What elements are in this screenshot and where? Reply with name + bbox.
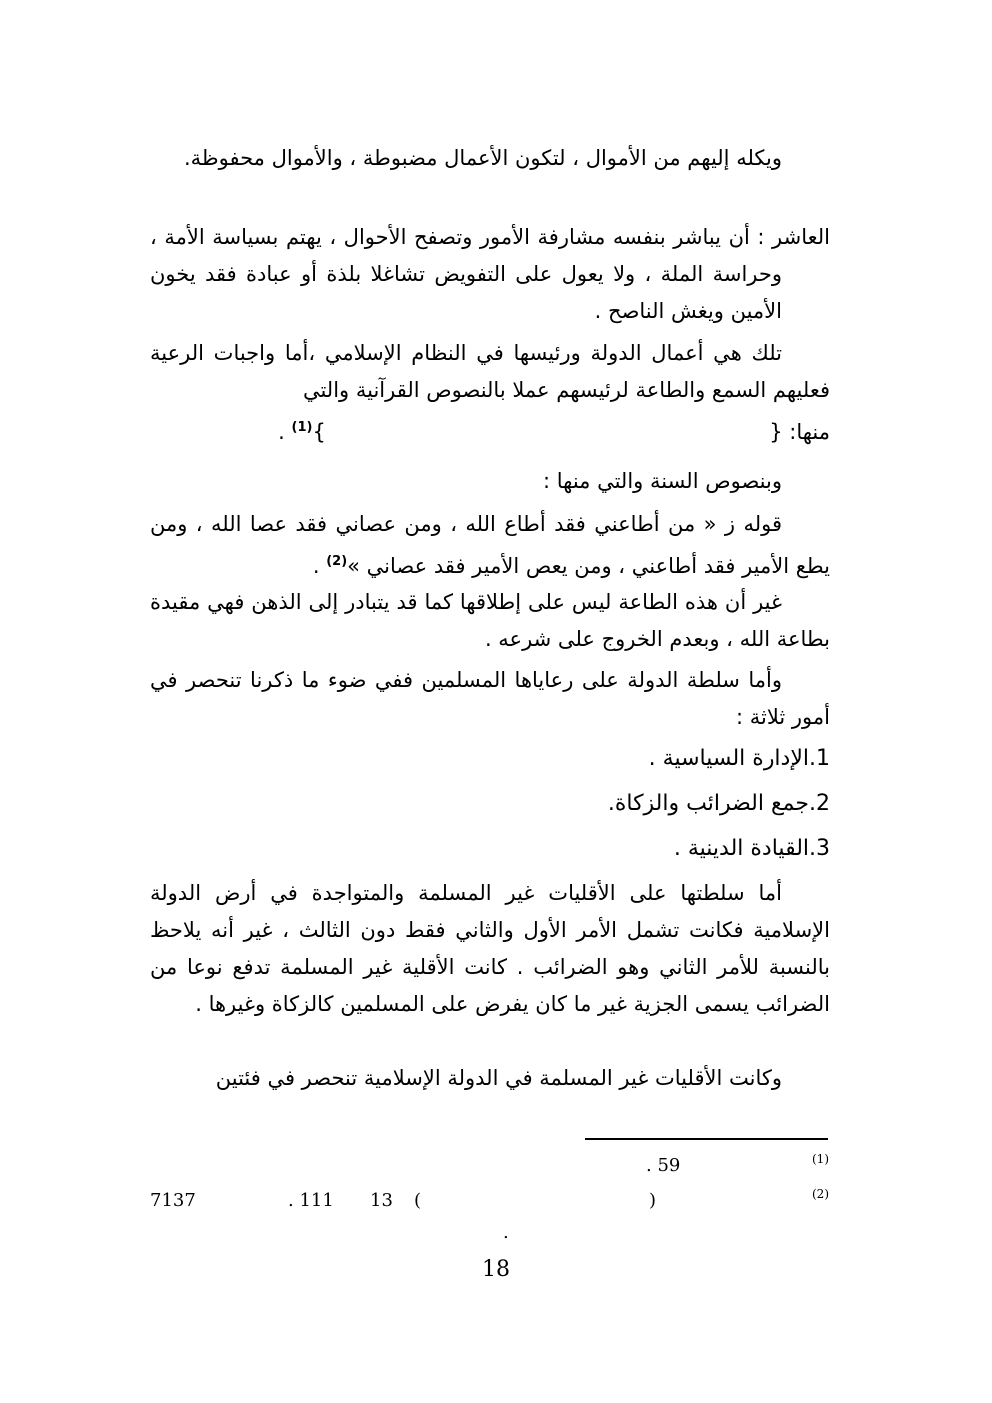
footnote-ref-1: (1) [291,420,313,435]
footnote-2-number-a: 13 [370,1190,393,1211]
footnote-2-marker: (2) [812,1187,829,1201]
paragraph-7-text: وأما سلطة الدولة على رعاياها المسلمين ففي ضوء ما ذكرنا تنحصر في أمور ثلاثة : [150,668,830,729]
paragraph-9-text: وكانت الأقليات غير المسلمة في الدولة الإسلامية تنحصر في فئتين [215,1066,782,1090]
footnote-2-number-b: . 111 [288,1190,334,1211]
footnote-ref-2: (2) [326,554,348,569]
paragraph-2-text: العاشر : أن يباشر بنفسه مشارفة الأمور وتصفح الأحوال ، يهتم بسياسة الأمة ، وحراسة الملة ، ولا يعول على التفويض تشاغلا بلذة أو عبادة فقد يخون الأمين ويغش الناصح . [150,225,830,323]
paragraph-6 [150,584,830,658]
paragraph-3-quran-open: منها: { [769,420,830,444]
footnote-2-paren-open: ( [414,1190,422,1211]
paragraph-4-text: وبنصوص السنة والتي منها : [543,469,782,493]
footnote-2-paren-close: ) [649,1190,657,1211]
paragraph-3-last-line [150,409,830,451]
paragraph-1-text: ويكله إليهم من الأموال ، لتكون الأعمال مضبوطة ، والأموال محفوظة. [184,146,782,170]
footnote-2-number-c: 7137 [150,1190,196,1211]
paragraph-3 [150,335,830,409]
paragraph-3-end: . [278,420,285,444]
paragraph-5-body [150,506,830,585]
paragraph-3-quran-close: } [312,420,326,444]
paragraph-5-text: قوله ز « من أطاعني فقد أطاع الله ، ومن عصاني فقد عصا الله ، ومن يطع الأمير فقد أطاعني ، ومن يعص الأمير فقد عصاني » [150,512,830,578]
list-item-3: 3.القيادة الدينية . [673,836,830,861]
footnote-1-marker: (1) [812,1152,829,1166]
paragraph-6-text: غير أن هذه الطاعة ليس على إطلاقها كما قد يتبادر إلى الذهن فهي مقيدة بطاعة الله ، وبعدم الخروج على شرعه . [150,590,830,651]
paragraph-7 [150,662,830,736]
paragraph-5-end: . [312,554,327,578]
paragraph-1 [150,140,830,177]
paragraph-2 [150,219,830,330]
paragraph-8-text: أما سلطتها على الأقليات غير المسلمة والمتواجدة في أرض الدولة الإسلامية فكانت تشمل الأمر الأول والثاني فقط دون الثالث ، غير أنه يلاحظ بالنسبة للأمر الثاني وهو الضرائب . كانت الأقلية غير المسلمة تدفع نوعا من الضرائب يسمى الجزية غير ما كان يفرض على المسلمين كالزكاة وغيرها . [150,881,830,1016]
paragraph-4 [150,463,830,500]
page-number: 18 [482,1257,510,1282]
paragraph-5 [150,506,830,585]
footnote-separator [585,1138,828,1140]
footnote-2-dot: . [503,1222,509,1243]
footnote-1-text: . 59 [646,1155,681,1176]
paragraph-3-text: تلك هي أعمال الدولة ورئيسها في النظام الإسلامي ،أما واجبات الرعية فعليهم السمع والطاعة لرئيسهم عملا بالنصوص القرآنية والتي [150,341,830,402]
paragraph-8 [150,875,830,1023]
paragraph-9 [150,1060,830,1097]
list-item-2: 2.جمع الضرائب والزكاة. [607,791,830,816]
list-item-1: 1.الإدارة السياسية . [648,746,830,771]
